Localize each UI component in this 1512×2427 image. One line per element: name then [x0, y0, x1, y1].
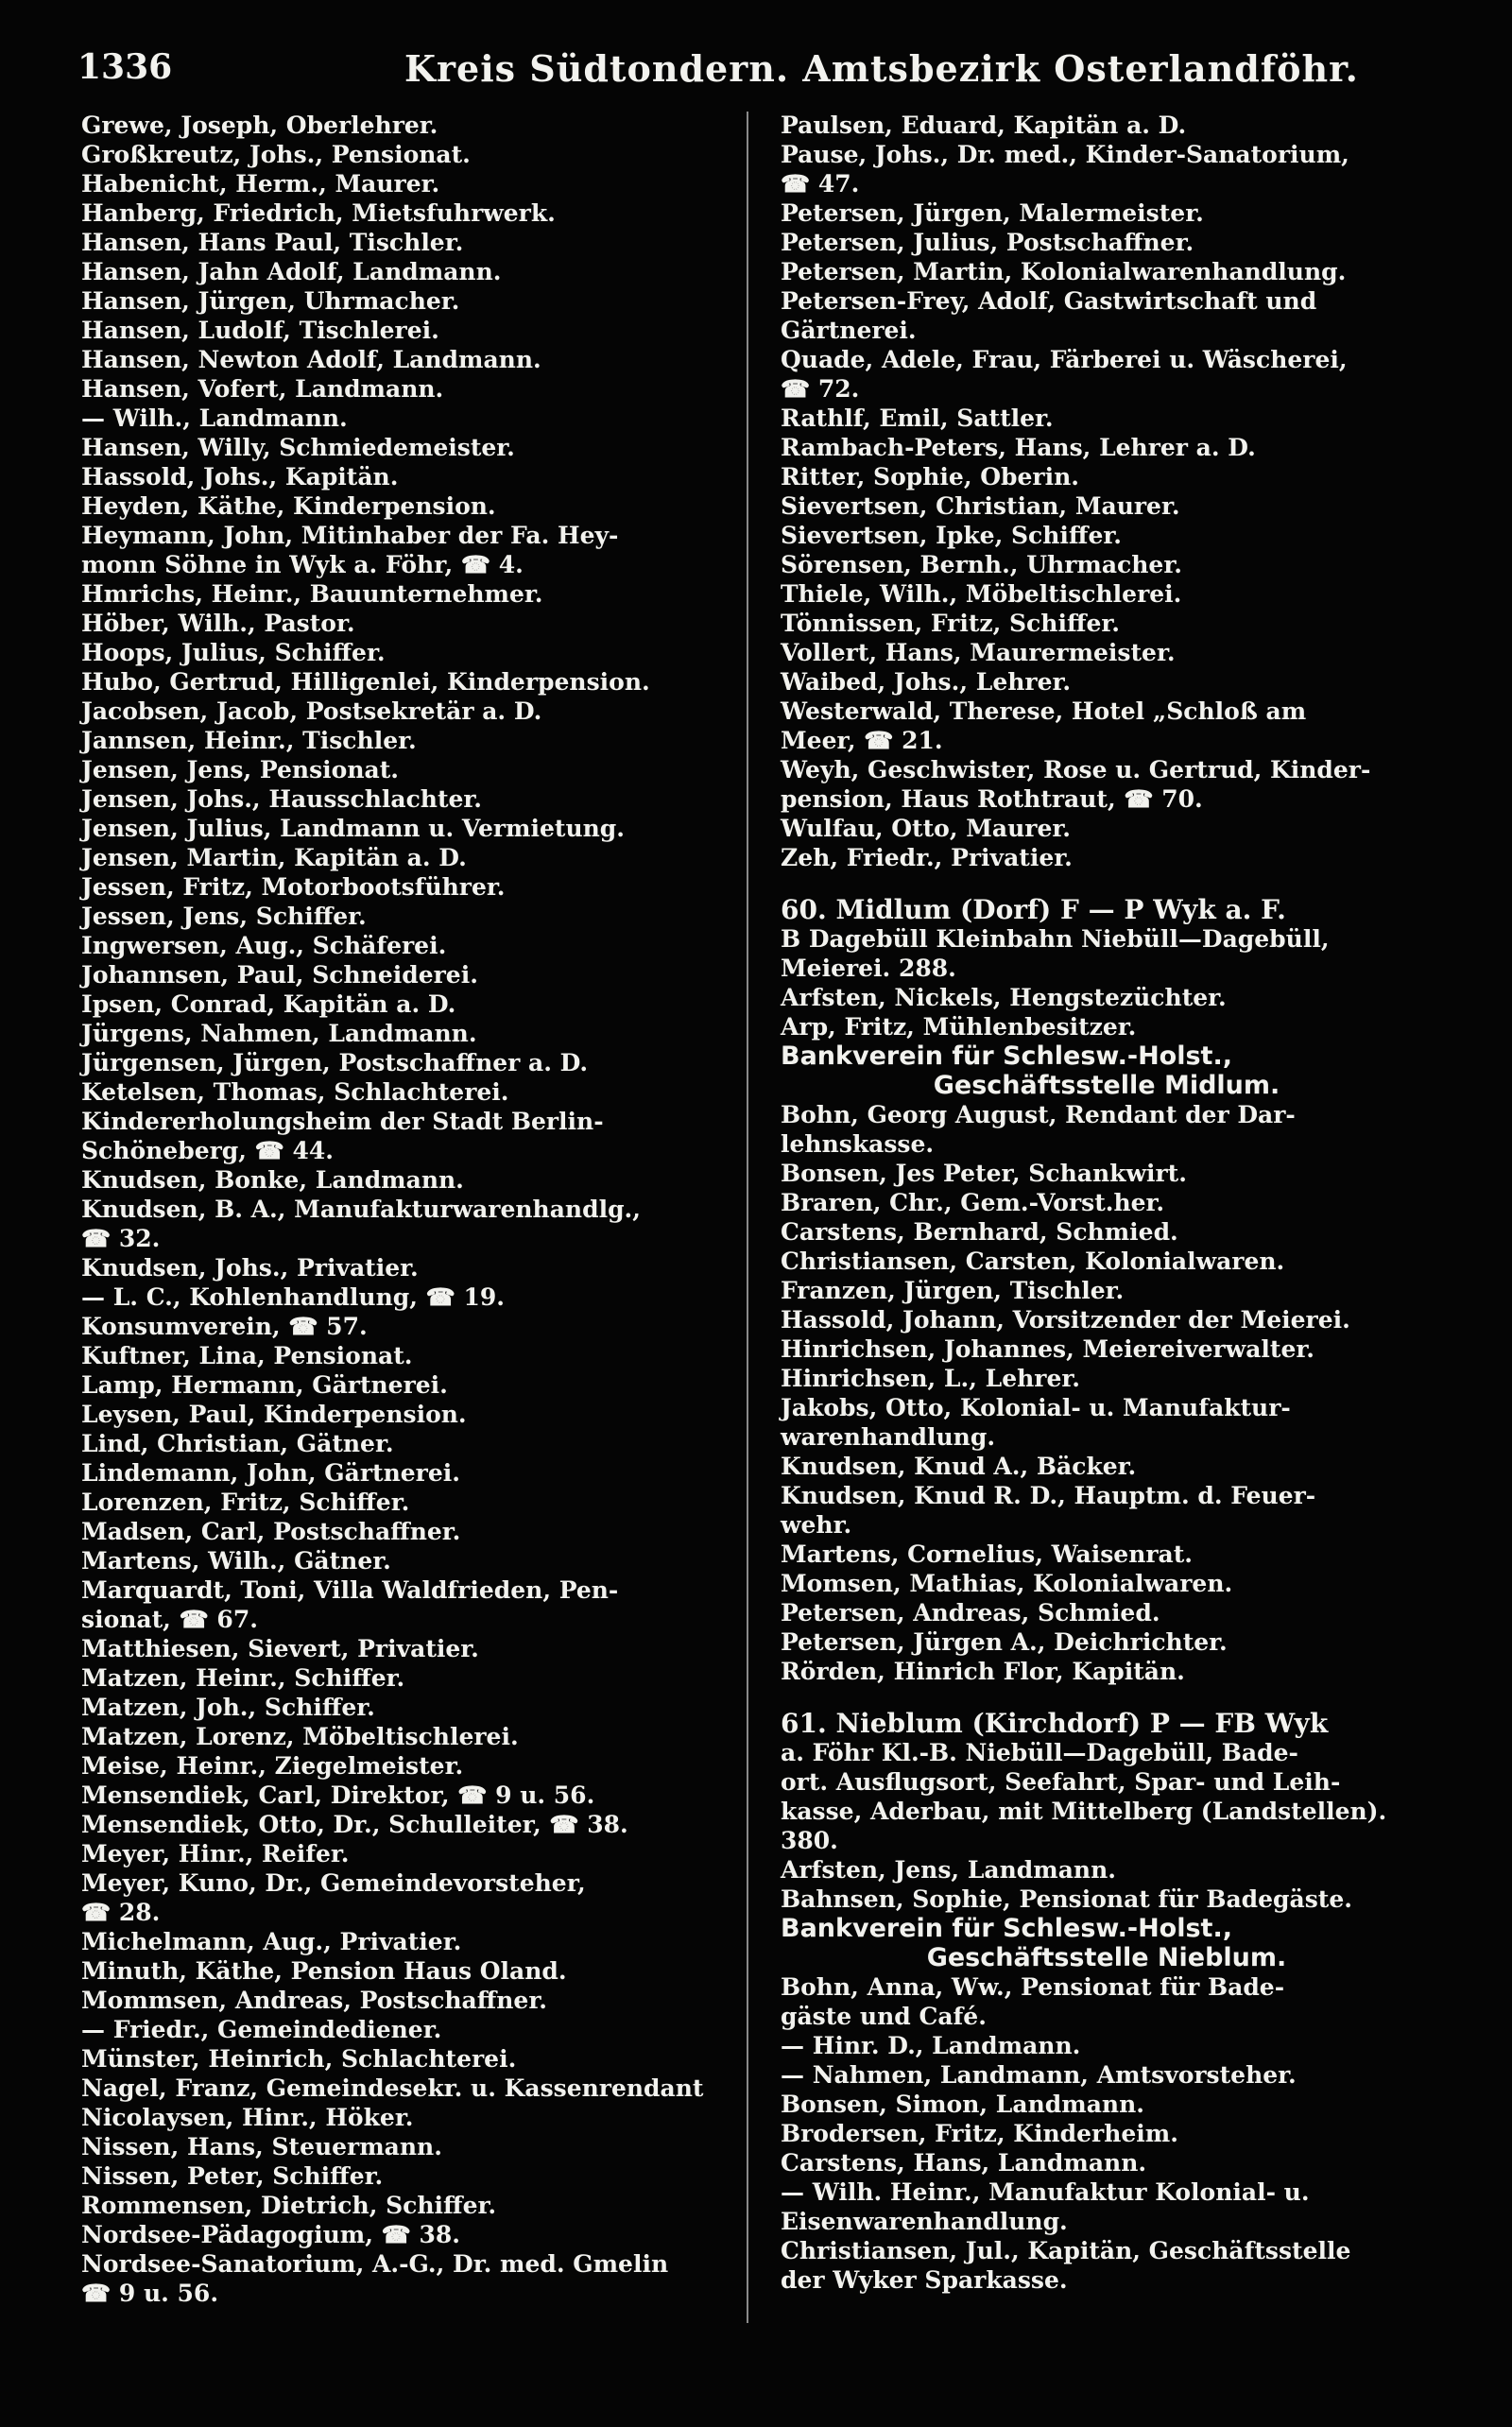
directory-entry: Martens, Cornelius, Waisenrat. — [781, 1541, 1194, 1568]
directory-entry: Jensen, Jens, Pensionat. — [81, 756, 399, 783]
directory-entry: Lind, Christian, Gätner. — [81, 1430, 394, 1457]
directory-entry: ☎ 72. — [781, 375, 860, 403]
directory-entry: Hansen, Ludolf, Tischlerei. — [81, 317, 439, 344]
directory-entry: Jessen, Fritz, Motorbootsführer. — [81, 873, 506, 901]
directory-entry: Sörensen, Bernh., Uhrmacher. — [781, 551, 1182, 578]
directory-entry: ☎ 28. — [81, 1899, 161, 1926]
directory-entry: Jacobsen, Jacob, Postsekretär a. D. — [81, 697, 542, 725]
left-column — [81, 111, 743, 2308]
directory-entry: Knudsen, Knud A., Bäcker. — [781, 1453, 1137, 1480]
directory-entry: Bohn, Georg August, Rendant der Dar- — [781, 1101, 1296, 1128]
directory-entry: Jessen, Jens, Schiffer. — [81, 903, 367, 930]
directory-entry: Lindemann, John, Gärtnerei. — [81, 1459, 460, 1487]
directory-entry: Nordsee-Sanatorium, A.-G., Dr. med. Gmelin — [81, 2250, 669, 2278]
directory-entry: Ritter, Sophie, Oberin. — [781, 463, 1079, 491]
directory-entry: ☎ 32. — [81, 1225, 161, 1252]
directory-entry: Matzen, Heinr., Schiffer. — [81, 1664, 405, 1692]
directory-entry: a. Föhr Kl.-B. Niebüll—Dagebüll, Bade- — [781, 1739, 1298, 1766]
directory-entry: — Wilh., Landmann. — [81, 404, 348, 432]
column-divider — [747, 112, 748, 2323]
directory-entry: Hanberg, Friedrich, Mietsfuhrwerk. — [81, 199, 556, 227]
directory-entry: pension, Haus Rothtraut, ☎ 70. — [781, 785, 1203, 813]
directory-entry: Rathlf, Emil, Sattler. — [781, 404, 1054, 432]
directory-entry: Minuth, Käthe, Pension Haus Oland. — [81, 1957, 567, 1985]
directory-entry: Pause, Johs., Dr. med., Kinder-Sanatorium, — [781, 141, 1349, 168]
directory-entry: Brodersen, Fritz, Kinderheim. — [781, 2120, 1178, 2147]
directory-entry: Bohn, Anna, Ww., Pensionat für Bade- — [781, 1973, 1285, 2001]
directory-entry: Petersen, Jürgen, Malermeister. — [781, 199, 1204, 227]
directory-entry: Meer, ☎ 21. — [781, 727, 943, 754]
directory-entry: Hansen, Newton Adolf, Landmann. — [81, 346, 541, 373]
directory-entry: Nordsee-Pädagogium, ☎ 38. — [81, 2221, 460, 2248]
directory-entry: der Wyker Sparkasse. — [781, 2266, 1068, 2294]
directory-entry: Nissen, Hans, Steuermann. — [81, 2133, 442, 2160]
bank-heading: Geschäftsstelle Midlum. — [933, 1071, 1280, 1100]
directory-entry: Ipsen, Conrad, Kapitän a. D. — [81, 990, 456, 1018]
directory-entry: — Friedr., Gemeindediener. — [81, 2016, 442, 2043]
directory-entry: Matzen, Lorenz, Möbeltischlerei. — [81, 1723, 519, 1750]
directory-entry: sionat, ☎ 67. — [81, 1606, 258, 1633]
directory-entry: Thiele, Wilh., Möbeltischlerei. — [781, 580, 1182, 608]
directory-entry: Lamp, Hermann, Gärtnerei. — [81, 1371, 448, 1399]
directory-entry: Petersen-Frey, Adolf, Gastwirtschaft und — [781, 287, 1317, 315]
directory-entry: Marquardt, Toni, Villa Waldfrieden, Pen- — [81, 1576, 619, 1604]
page-title: Kreis Südtondern. Amtsbezirk Osterlandföhr. — [404, 47, 1359, 90]
directory-entry: Knudsen, Johs., Privatier. — [81, 1254, 419, 1282]
directory-entry: Meyer, Hinr., Reifer. — [81, 1840, 350, 1868]
directory-entry: Habenicht, Herm., Maurer. — [81, 170, 440, 198]
directory-entry: Sievertsen, Christian, Maurer. — [781, 492, 1180, 520]
directory-entry: Weyh, Geschwister, Rose u. Gertrud, Kinder- — [781, 756, 1371, 783]
directory-entry: warenhandlung. — [781, 1423, 996, 1451]
directory-entry: ☎ 47. — [781, 170, 860, 198]
directory-entry: Quade, Adele, Frau, Färberei u. Wäscherei, — [781, 346, 1348, 373]
directory-entry: Matthiesen, Sievert, Privatier. — [81, 1635, 479, 1662]
directory-entry: Tönnissen, Fritz, Schiffer. — [781, 610, 1120, 637]
directory-entry: Rommensen, Dietrich, Schiffer. — [81, 2192, 497, 2219]
directory-entry: Meierei. 288. — [781, 955, 956, 982]
directory-entry: Eisenwarenhandlung. — [781, 2208, 1068, 2235]
directory-entry: Jensen, Johs., Hausschlachter. — [81, 785, 483, 813]
directory-entry: Petersen, Martin, Kolonialwarenhandlung. — [781, 258, 1347, 285]
directory-entry: ☎ 9 u. 56. — [81, 2280, 219, 2307]
directory-entry: Momsen, Mathias, Kolonialwaren. — [781, 1570, 1233, 1597]
directory-entry: B Dagebüll Kleinbahn Niebüll—Dagebüll, — [781, 925, 1330, 953]
directory-entry: Ketelsen, Thomas, Schlachterei. — [81, 1078, 509, 1106]
directory-entry: Martens, Wilh., Gätner. — [81, 1547, 391, 1575]
directory-entry: Arp, Fritz, Mühlenbesitzer. — [781, 1013, 1137, 1041]
directory-entry: — L. C., Kohlenhandlung, ☎ 19. — [81, 1283, 505, 1311]
section-heading: 61. Nieblum (Kirchdorf) P — FB Wyk — [781, 1708, 1329, 1739]
directory-entry: Hansen, Vofert, Landmann. — [81, 375, 444, 403]
directory-entry: Johannsen, Paul, Schneiderei. — [81, 961, 478, 989]
directory-entry: Hansen, Jürgen, Uhrmacher. — [81, 287, 460, 315]
directory-entry: Nissen, Peter, Schiffer. — [81, 2162, 384, 2190]
directory-entry: Madsen, Carl, Postschaffner. — [81, 1518, 461, 1545]
directory-entry: Kuftner, Lina, Pensionat. — [81, 1342, 413, 1369]
directory-entry: Franzen, Jürgen, Tischler. — [781, 1277, 1125, 1304]
directory-entry: Vollert, Hans, Maurermeister. — [781, 639, 1176, 666]
directory-entry: Rambach-Peters, Hans, Lehrer a. D. — [781, 434, 1256, 461]
directory-entry: Bahnsen, Sophie, Pensionat für Badegäste. — [781, 1885, 1352, 1913]
directory-entry: Grewe, Joseph, Oberlehrer. — [81, 112, 438, 139]
directory-entry: Waibed, Johs., Lehrer. — [781, 668, 1072, 696]
directory-entry: Nagel, Franz, Gemeindesekr. u. Kassenrendant — [81, 2074, 704, 2102]
directory-entry: Münster, Heinrich, Schlachterei. — [81, 2045, 517, 2073]
directory-entry: Carstens, Hans, Landmann. — [781, 2149, 1147, 2177]
bank-heading: Bankverein für Schlesw.-Holst., — [781, 1914, 1232, 1943]
directory-entry: Sievertsen, Ipke, Schiffer. — [781, 522, 1122, 549]
directory-entry: Braren, Chr., Gem.-Vorst.her. — [781, 1189, 1165, 1216]
directory-entry: Michelmann, Aug., Privatier. — [81, 1928, 462, 1955]
bank-heading: Geschäftsstelle Nieblum. — [926, 1943, 1287, 1972]
directory-entry: Jürgensen, Jürgen, Postschaffner a. D. — [81, 1049, 589, 1076]
directory-entry: — Hinr. D., Landmann. — [781, 2032, 1081, 2059]
directory-entry: Knudsen, Bonke, Landmann. — [81, 1166, 464, 1194]
directory-entry: Heymann, John, Mitinhaber der Fa. Hey- — [81, 522, 619, 549]
directory-entry: Jakobs, Otto, Kolonial- u. Manufaktur- — [781, 1394, 1291, 1421]
directory-entry: Hubo, Gertrud, Hilligenlei, Kinderpension. — [81, 668, 650, 696]
directory-entry: Nicolaysen, Hinr., Höker. — [81, 2104, 414, 2131]
directory-entry: Schöneberg, ☎ 44. — [81, 1137, 334, 1164]
directory-entry: Hmrichs, Heinr., Bauunternehmer. — [81, 580, 543, 608]
directory-entry: Ingwersen, Aug., Schäferei. — [81, 932, 447, 959]
directory-entry: lehnskasse. — [781, 1130, 935, 1158]
directory-entry: Petersen, Julius, Postschaffner. — [781, 229, 1194, 256]
directory-entry: Hinrichsen, Johannes, Meiereiverwalter. — [781, 1335, 1314, 1363]
directory-entry: gäste und Café. — [781, 2003, 987, 2030]
directory-entry: monn Söhne in Wyk a. Föhr, ☎ 4. — [81, 551, 524, 578]
directory-entry: Knudsen, B. A., Manufakturwarenhandlg., — [81, 1196, 641, 1223]
directory-entry: Hassold, Johs., Kapitän. — [81, 463, 399, 491]
directory-entry: Knudsen, Knud R. D., Hauptm. d. Feuer- — [781, 1482, 1316, 1509]
directory-entry: Rörden, Hinrich Flor, Kapitän. — [781, 1658, 1185, 1685]
directory-entry: Bonsen, Jes Peter, Schankwirt. — [781, 1160, 1187, 1187]
directory-entry: Matzen, Joh., Schiffer. — [81, 1694, 375, 1721]
directory-entry: Leysen, Paul, Kinderpension. — [81, 1401, 467, 1428]
directory-entry: kasse, Aderbau, mit Mittelberg (Landstellen). — [781, 1798, 1387, 1825]
directory-entry: Arfsten, Nickels, Hengstezüchter. — [781, 984, 1227, 1011]
directory-entry: Petersen, Andreas, Schmied. — [781, 1599, 1160, 1627]
directory-entry: Zeh, Friedr., Privatier. — [781, 844, 1073, 871]
directory-entry: Westerwald, Therese, Hotel „Schloß am — [781, 697, 1307, 725]
directory-entry: Jensen, Julius, Landmann u. Vermietung. — [81, 815, 625, 842]
directory-entry: Mensendiek, Otto, Dr., Schulleiter, ☎ 38. — [81, 1811, 628, 1838]
directory-entry: Hinrichsen, L., Lehrer. — [781, 1365, 1080, 1392]
directory-entry: wehr. — [781, 1511, 852, 1539]
directory-entry: Meise, Heinr., Ziegelmeister. — [81, 1752, 464, 1780]
directory-entry: Bonsen, Simon, Landmann. — [781, 2091, 1144, 2118]
page-number: 1336 — [77, 47, 173, 87]
directory-entry: Christiansen, Carsten, Kolonialwaren. — [781, 1248, 1285, 1275]
directory-entry: Hassold, Johann, Vorsitzender der Meierei. — [781, 1306, 1350, 1334]
directory-entry: Carstens, Bernhard, Schmied. — [781, 1218, 1178, 1246]
directory-entry: — Wilh. Heinr., Manufaktur Kolonial- u. — [781, 2178, 1310, 2206]
directory-entry: Lorenzen, Fritz, Schiffer. — [81, 1489, 410, 1516]
directory-entry: Heyden, Käthe, Kinderpension. — [81, 492, 496, 520]
directory-entry: Hansen, Willy, Schmiedemeister. — [81, 434, 515, 461]
directory-entry: Arfsten, Jens, Landmann. — [781, 1856, 1116, 1884]
directory-entry: Mommsen, Andreas, Postschaffner. — [81, 1987, 547, 2014]
directory-entry: Hansen, Jahn Adolf, Landmann. — [81, 258, 502, 285]
directory-entry: Großkreutz, Johs., Pensionat. — [81, 141, 471, 168]
directory-entry: Christiansen, Jul., Kapitän, Geschäftsstelle — [781, 2237, 1351, 2264]
directory-entry: Jensen, Martin, Kapitän a. D. — [81, 844, 467, 871]
directory-entry: Kindererholungsheim der Stadt Berlin- — [81, 1108, 604, 1135]
directory-entry: Wulfau, Otto, Maurer. — [781, 815, 1071, 842]
directory-entry: 380. — [781, 1827, 838, 1854]
directory-entry: — Nahmen, Landmann, Amtsvorsteher. — [781, 2061, 1297, 2089]
directory-entry: Jürgens, Nahmen, Landmann. — [81, 1020, 477, 1047]
directory-entry: Mensendiek, Carl, Direktor, ☎ 9 u. 56. — [81, 1782, 595, 1809]
directory-entry: ort. Ausflugsort, Seefahrt, Spar- und Leih- — [781, 1768, 1341, 1796]
directory-entry: Paulsen, Eduard, Kapitän a. D. — [781, 112, 1187, 139]
directory-entry: Petersen, Jürgen A., Deichrichter. — [781, 1628, 1228, 1656]
bank-heading: Bankverein für Schlesw.-Holst., — [781, 1041, 1232, 1071]
directory-entry: Konsumverein, ☎ 57. — [81, 1313, 368, 1340]
right-column — [781, 111, 1433, 2295]
directory-entry: Höber, Wilh., Pastor. — [81, 610, 355, 637]
section-heading: 60. Midlum (Dorf) F — P Wyk a. F. — [781, 894, 1286, 925]
directory-entry: Jannsen, Heinr., Tischler. — [81, 727, 417, 754]
directory-entry: Meyer, Kuno, Dr., Gemeindevorsteher, — [81, 1869, 586, 1897]
directory-entry: Hoops, Julius, Schiffer. — [81, 639, 386, 666]
directory-entry: Hansen, Hans Paul, Tischler. — [81, 229, 464, 256]
directory-entry: Gärtnerei. — [781, 317, 917, 344]
